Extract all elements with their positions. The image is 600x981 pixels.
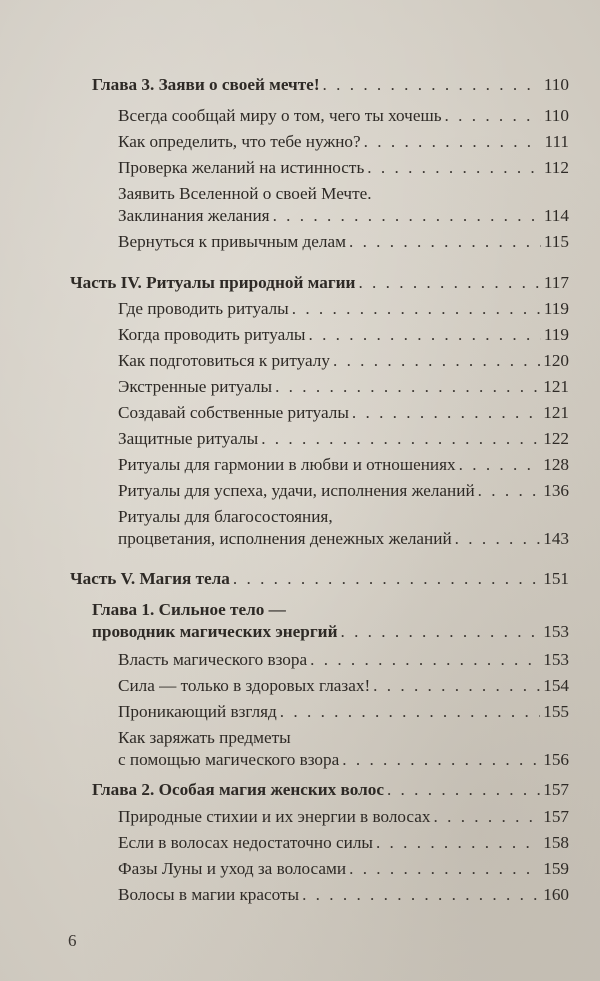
toc-page: 112 [543,158,569,177]
toc-title: Если в волосах недостаточно силы [118,833,373,852]
toc-page: 136 [543,481,569,500]
dot-leader [364,131,542,153]
toc-title: Сила — только в здоровых глазах! [118,676,371,695]
toc-part-heading[interactable] [70,272,569,294]
dot-leader [342,749,540,771]
toc-entry[interactable] [118,675,569,697]
toc-entry[interactable] [118,480,569,502]
toc-title: Глава 3. Заяви о своей мечте! [92,75,320,94]
toc-entry-line1: Заявить Вселенной о своей Мечте. [118,184,372,203]
toc-entry[interactable] [118,884,569,906]
toc-entry[interactable] [118,324,569,346]
toc-entry-line1: Как заряжать предметы [118,728,291,747]
dot-leader [302,884,540,906]
dot-leader [275,376,540,398]
toc-entry[interactable] [118,454,569,476]
toc-title: Когда проводить ритуалы [118,325,306,344]
toc-title: Фазы Луны и уход за волосами [118,859,347,878]
toc-page: 157 [543,807,569,826]
toc-entry[interactable] [118,832,569,854]
toc-title: процветания, исполнения денежных желаний [118,529,452,548]
toc-entry[interactable] [118,231,569,253]
toc-entry[interactable] [118,376,569,398]
toc-title: Всегда сообщай миру о том, чего ты хочешь [118,106,442,125]
toc-chapter-heading[interactable] [92,621,569,643]
toc-page: 110 [543,75,569,94]
page-number: 6 [68,931,77,950]
toc-page: 143 [543,529,569,548]
toc-page: 114 [543,206,569,225]
dot-leader [292,298,541,320]
toc-title: Волосы в магии красоты [118,885,300,904]
toc-title: Создавай собственные ритуалы [118,403,349,422]
toc-page: 110 [543,106,569,125]
toc-title: Ритуалы для гармонии в любви и отношениях [118,455,456,474]
toc-page: 159 [543,859,569,878]
toc-title: Экстренные ритуалы [118,377,273,396]
dot-leader [349,858,540,880]
toc-entry[interactable] [118,428,569,450]
toc-page: 157 [543,780,569,799]
toc-page: 120 [543,351,569,370]
toc-entry[interactable] [118,131,569,153]
toc-title: Заклинания желания [118,206,270,225]
toc-page: 128 [543,455,569,474]
toc-title: Часть V. Магия тела [70,569,230,588]
toc-title: Где проводить ритуалы [118,299,289,318]
toc-chapter-heading-line1: Глава 1. Сильное тело — [92,600,286,619]
toc-title: Часть IV. Ритуалы природной магии [70,273,356,292]
dot-leader [445,105,541,127]
toc-entry-line1: Ритуалы для благосостояния, [118,507,333,526]
dot-leader [333,350,540,372]
dot-leader [273,205,541,227]
toc-page: 153 [543,650,569,669]
dot-leader [280,701,540,723]
toc-title: с помощью магического взора [118,750,340,769]
toc-entry[interactable] [118,528,569,550]
toc-title: Проверка желаний на истинность [118,158,365,177]
toc-page: 111 [544,132,569,151]
toc-entry[interactable] [118,701,569,723]
toc-entry[interactable] [118,806,569,828]
toc-title: проводник магических энергий [92,622,338,641]
toc-page: 153 [543,622,569,641]
dot-leader [340,621,540,643]
toc-page: 119 [543,299,569,318]
dot-leader [261,428,540,450]
dot-leader [387,779,540,801]
toc-entry[interactable] [118,298,569,320]
toc-entry[interactable] [118,649,569,671]
toc-entry[interactable] [118,749,569,771]
toc-page: 121 [543,377,569,396]
toc-page: 156 [543,750,569,769]
toc-entry[interactable] [118,858,569,880]
toc-title: Защитные ритуалы [118,429,259,448]
toc-page: 154 [543,676,569,695]
toc-page: 115 [543,232,569,251]
dot-leader [459,454,541,476]
dot-leader [323,74,541,96]
dot-leader [352,402,540,424]
toc-page: 155 [543,702,569,721]
toc-entry[interactable] [118,157,569,179]
toc-title: Глава 2. Особая магия женских волос [92,780,384,799]
toc-page: 122 [543,429,569,448]
dot-leader [455,528,541,550]
toc-page: 151 [543,569,569,588]
dot-leader [434,806,541,828]
toc-title: Ритуалы для успеха, удачи, исполнения желаний [118,481,475,500]
toc-page: 117 [543,273,569,292]
toc-title: Проникающий взгляд [118,702,277,721]
toc-title: Природные стихии и их энергии в волосах [118,807,431,826]
toc-entry[interactable] [118,402,569,424]
toc-page: 160 [543,885,569,904]
toc-title: Власть магического взора [118,650,308,669]
toc-chapter-heading[interactable] [92,74,569,96]
toc-page: 158 [543,833,569,852]
dot-leader [349,231,541,253]
toc-title: Как определить, что тебе нужно? [118,132,361,151]
dot-leader [310,649,540,671]
toc-chapter-heading[interactable] [92,779,569,801]
toc-part-heading[interactable] [70,568,569,590]
toc-title: Как подготовиться к ритуалу [118,351,330,370]
toc-entry[interactable] [118,205,569,227]
toc-title: Вернуться к привычным делам [118,232,346,251]
dot-leader [308,324,540,346]
dot-leader [367,157,541,179]
dot-leader [478,480,541,502]
dot-leader [233,568,540,590]
toc-page: 119 [543,325,569,344]
toc-page: 121 [543,403,569,422]
toc-entry[interactable] [118,105,569,127]
toc-entry[interactable] [118,350,569,372]
dot-leader [373,675,540,697]
dot-leader [358,272,540,294]
dot-leader [376,832,540,854]
